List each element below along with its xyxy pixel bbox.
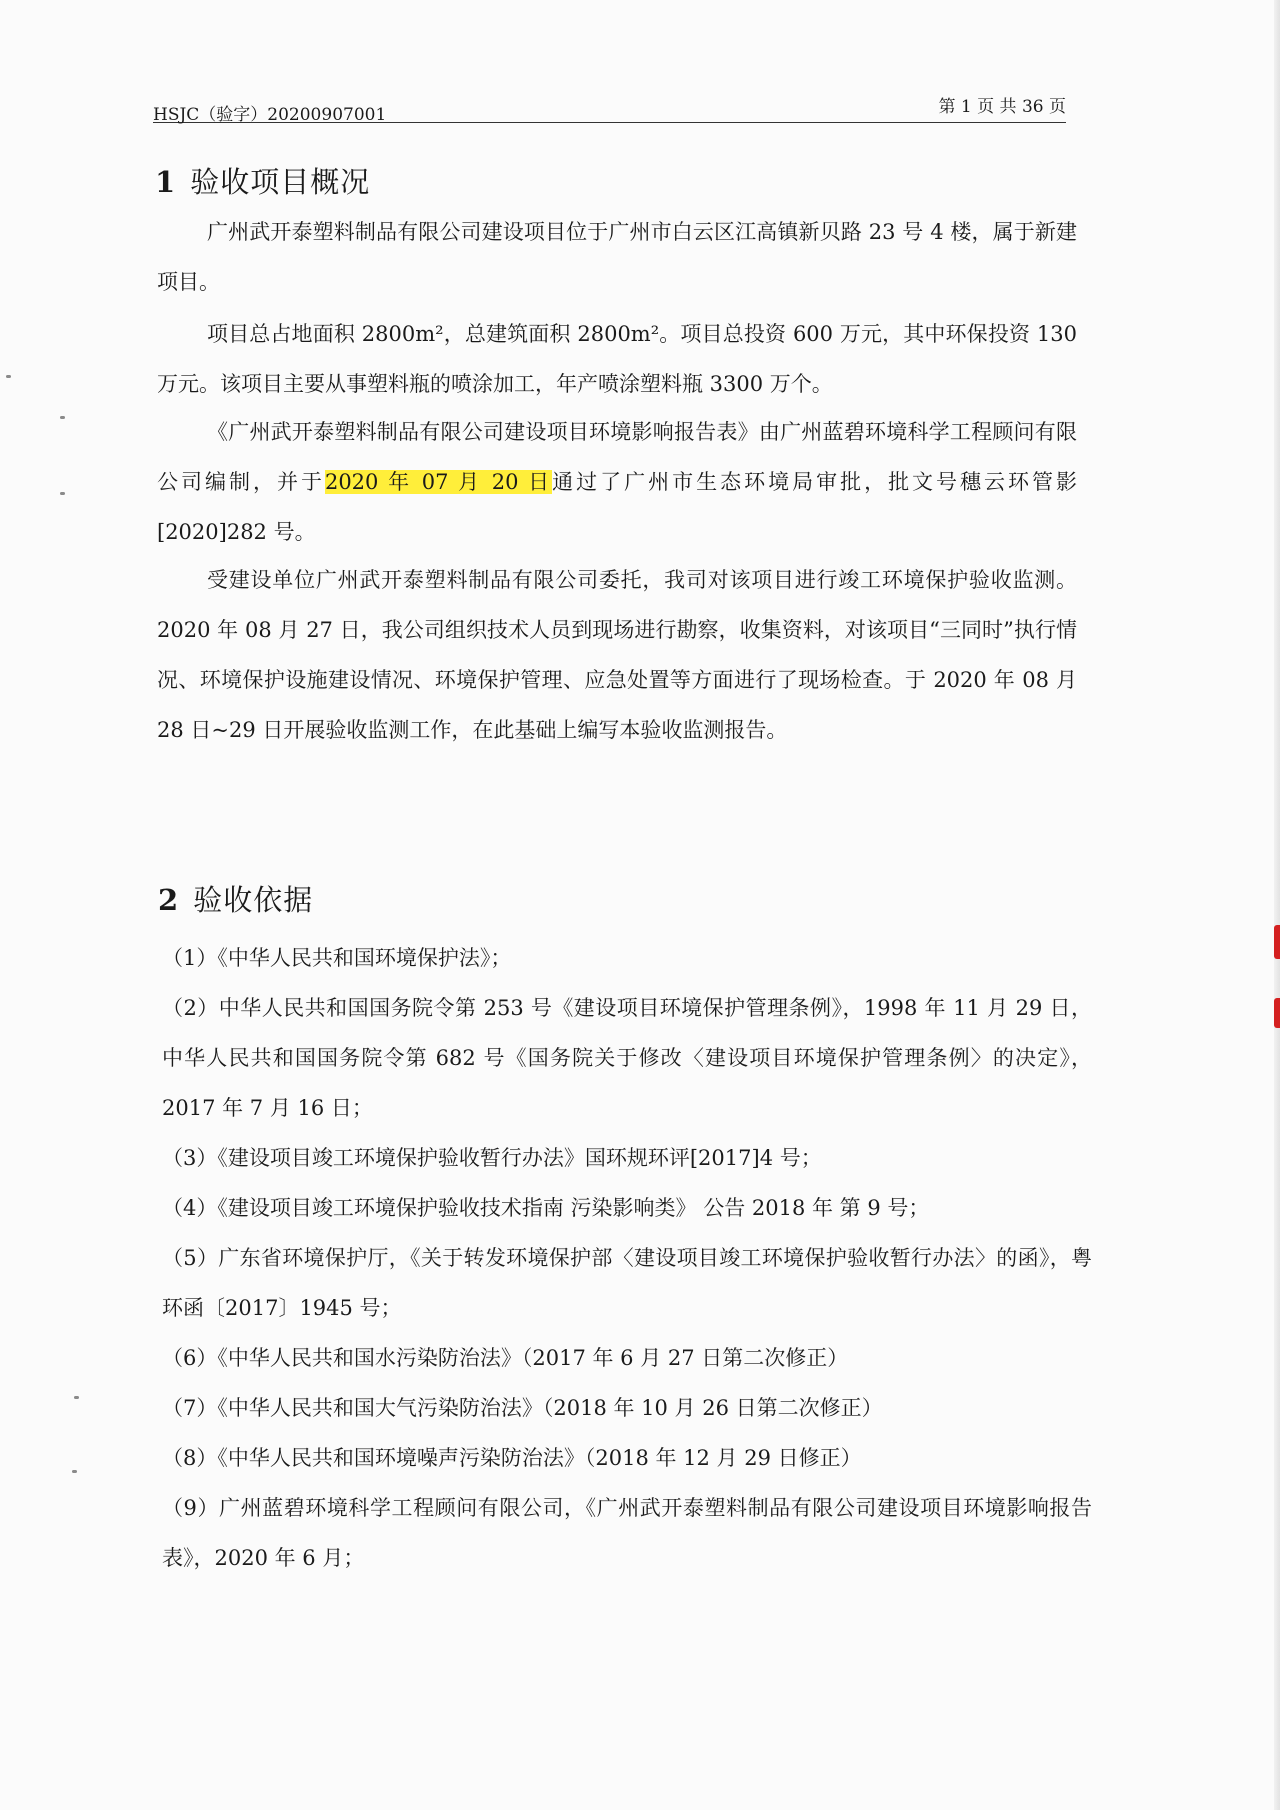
list-item: （9）广州蓝碧环境科学工程顾问有限公司，《广州武开泰塑料制品有限公司建设项目环境影响报告表》，2020 年 6 月；	[162, 1496, 1092, 1570]
list-item: （8）《中华人民共和国环境噪声污染防治法》（2018 年 12 月 29 日修正）	[162, 1446, 862, 1470]
acceptance-basis-list	[162, 933, 1092, 1583]
scan-speck	[74, 1396, 79, 1399]
list-item: （2）中华人民共和国国务院令第 253 号《建设项目环境保护管理条例》，1998 年 11 月 29 日，中华人民共和国国务院令第 682 号《国务院关于修改〈建设项目环境保护管理条例〉的决定》，2017 年 7 月 16 日；	[162, 996, 1092, 1120]
paragraph-3-text-after: 通过了广州市生态环境局审批，批文号穗云环管影[2020]282 号。	[157, 470, 1078, 544]
section-2-heading: 验收依据	[193, 883, 314, 917]
section-1-paragraph-4: 受建设单位广州武开泰塑料制品有限公司委托，我司对该项目进行竣工环境保护验收监测。2020 年 08 月 27 日，我公司组织技术人员到现场进行勘察，收集资料，对该项目“三同时”执行情况、环境保护设施建设情况、环境保护管理、应急处置等方面进行了现场检查。于 2020 年 08 月 28 日~29 日开展验收监测工作，在此基础上编写本验收监测报告。	[157, 568, 1077, 742]
section-1-paragraph-3	[157, 407, 1077, 557]
document-code: HSJC（验字）20200907001	[153, 105, 387, 125]
list-item: （7）《中华人民共和国大气污染防治法》（2018 年 10 月 26 日第二次修正）	[162, 1396, 883, 1420]
scan-speck	[6, 375, 11, 378]
list-item: （6）《中华人民共和国水污染防治法》（2017 年 6 月 27 日第二次修正）	[162, 1346, 849, 1370]
page-header	[153, 92, 1066, 123]
section-2-number: 2	[158, 883, 180, 917]
page-number: 第 1 页 共 36 页	[938, 97, 1066, 117]
scan-speck	[60, 492, 65, 495]
section-1-number: 1	[155, 165, 177, 199]
list-item: （3）《建设项目竣工环境保护验收暂行办法》国环规环评[2017]4 号；	[162, 1146, 822, 1170]
scan-edge	[1274, 0, 1280, 1810]
scan-speck	[72, 1470, 77, 1473]
section-1-paragraph-1: 广州武开泰塑料制品有限公司建设项目位于广州市白云区江高镇新贝路 23 号 4 楼，属于新建项目。	[157, 220, 1077, 294]
section-1-heading: 验收项目概况	[190, 165, 371, 199]
section-1-title	[155, 160, 370, 201]
list-item: （1）《中华人民共和国环境保护法》；	[162, 946, 512, 970]
scan-red-mark	[1274, 998, 1280, 1028]
paragraph-3-text-before: 《广州武开泰塑料制品有限公司建设项目环境影响报告表》由广州蓝碧环境科学工程顾问有限公司编制，并于	[157, 420, 1077, 494]
scan-speck	[60, 416, 65, 419]
scan-red-mark	[1274, 925, 1280, 959]
list-item: （4）《建设项目竣工环境保护验收技术指南 污染影响类》 公告 2018 年 第 9 号；	[162, 1196, 930, 1220]
list-item: （5）广东省环境保护厅，《关于转发环境保护部〈建设项目竣工环境保护验收暂行办法〉的函》，粤环函〔2017〕1945 号；	[162, 1246, 1092, 1320]
section-1-paragraph-2: 项目总占地面积 2800m²，总建筑面积 2800m²。项目总投资 600 万元，其中环保投资 130 万元。该项目主要从事塑料瓶的喷涂加工，年产喷涂塑料瓶 3300 万个。	[157, 322, 1077, 396]
highlighted-approval-date: 2020 年 07 月 20 日	[324, 470, 553, 494]
section-2-title	[158, 878, 313, 919]
